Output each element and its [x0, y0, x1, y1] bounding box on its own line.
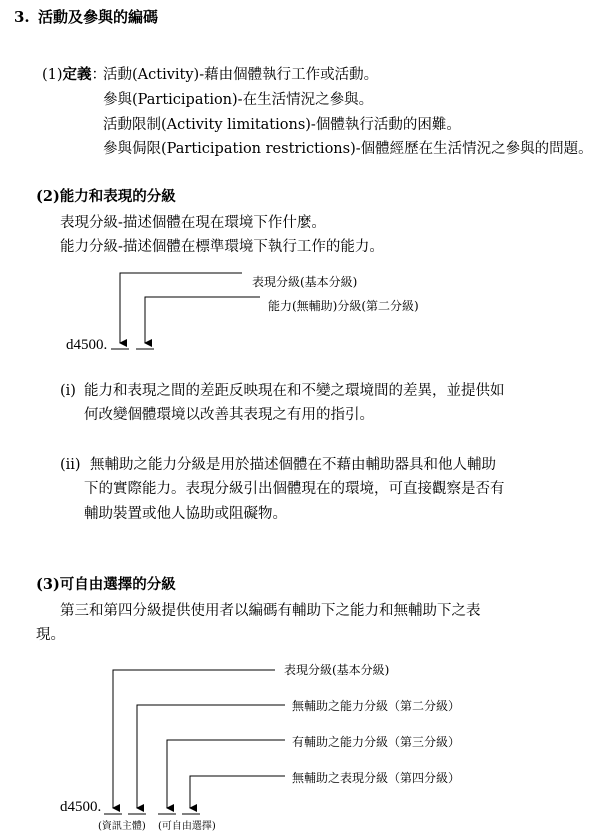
optional-line-1: 第三和第四分級提供使用者以編碼有輔助下之能力和無輔助下之表: [60, 603, 481, 619]
diagram1-code: d4500.: [66, 337, 108, 353]
note-i-marker: (i): [60, 383, 76, 399]
definition-line-1: 活動(Activity)-藉由個體執行工作或活動。: [103, 67, 379, 83]
note-i-line-2: 何改變個體環境以改善其表現之有用的指引。: [84, 407, 374, 423]
definition-line-2: 參與(Participation)-在生活情況之參與。: [103, 92, 374, 108]
diagram2-label-1: 表現分級(基本分級): [284, 663, 390, 677]
diagram2-label-3: 有輔助之能力分級（第三分級）: [292, 735, 461, 749]
diagram1-lines: [111, 273, 260, 349]
note-ii-line-3: 輔助裝置或他人協助或阻礙物。: [84, 506, 287, 522]
diagram2-label-4: 無輔助之表現分級（第四分級）: [292, 771, 461, 785]
diagram2-footnote-optional: (可自由選擇): [158, 821, 216, 832]
note-ii-line-1: 無輔助之能力分級是用於描述個體在不藉由輔助器具和他人輔助: [90, 457, 496, 473]
diagram1-label-performance: 表現分級(基本分級): [252, 275, 358, 289]
diagram2-code: d4500.: [60, 799, 102, 815]
capacity-line-2: 能力分級-描述個體在標準環境下執行工作的能力。: [60, 239, 384, 255]
definitions-label-number: (1): [42, 67, 63, 83]
optional-heading: (3)可自由選擇的分級: [36, 576, 176, 593]
definitions-label-bold: 定義: [62, 66, 92, 83]
diagram2-lines: [104, 670, 285, 814]
note-ii-marker: (ii): [60, 457, 81, 473]
capacity-heading: (2)能力和表現的分級: [36, 188, 176, 205]
section-title: 活動及參與的編碼: [38, 8, 159, 26]
note-ii-line-2: 下的實際能力。表現分級引出個體現在的環境，可直接觀察是否有: [84, 481, 505, 497]
note-i-line-1: 能力和表現之間的差距反映現在和不變之環境間的差異，並提供如: [84, 383, 505, 399]
capacity-line-1: 表現分級-描述個體在現在環境下作什麼。: [60, 215, 326, 231]
section-number: 3.: [14, 8, 30, 26]
definition-line-4: 參與侷限(Participation restrictions)-個體經歷在生活情況之參與的問題。: [103, 141, 593, 157]
diagram2-label-2: 無輔助之能力分級（第二分級）: [292, 699, 461, 713]
diagram2-footnote-info: (資訊主體): [98, 821, 146, 832]
definition-line-3: 活動限制(Activity limitations)-個體執行活動的困難。: [103, 117, 461, 133]
definitions-colon: ：: [91, 67, 107, 83]
optional-line-2: 現。: [36, 627, 65, 643]
diagram1-label-capacity: 能力(無輔助)分級(第二分級): [268, 299, 419, 313]
